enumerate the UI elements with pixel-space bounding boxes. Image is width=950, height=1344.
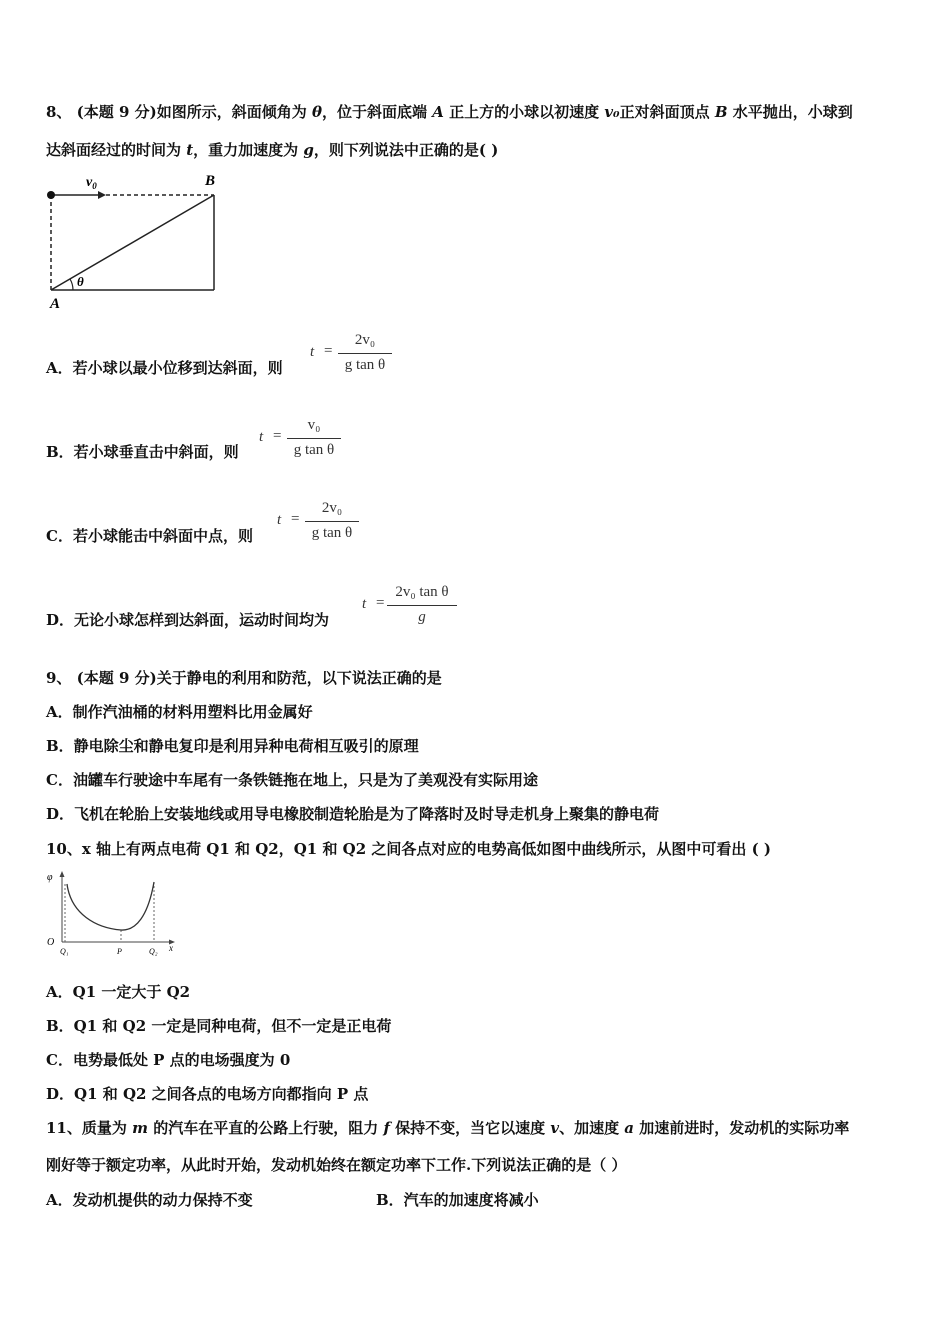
x-axis-label: x bbox=[169, 943, 173, 953]
q10-option-d: D．Q1 和 Q2 之间各点的电场方向都指向 P 点 bbox=[46, 1085, 369, 1103]
q1-label: Q₁ bbox=[60, 947, 69, 956]
q8-option-d-formula: t = 2v₀ tan θ g bbox=[362, 584, 462, 634]
q8-stem-line-2: 达斜面经过的时间为 t，重力加速度为 g，则下列说法中正确的是( ) bbox=[46, 141, 499, 159]
q9-option-b: B．静电除尘和静电复印是利用异种电荷相互吸引的原理 bbox=[46, 737, 419, 755]
q11-option-a: A．发动机提供的动力保持不变 bbox=[46, 1191, 253, 1209]
potential-curve-figure bbox=[44, 868, 184, 960]
q8-option-a: A．若小球以最小位移到达斜面，则 bbox=[46, 359, 283, 377]
q8-stem-line-1: 8、 (本题 9 分)如图所示，斜面倾角为 θ，位于斜面底端 A 正上方的小球以初速度 v₀正对斜面顶点 B 水平抛出，小球到 bbox=[46, 103, 853, 121]
q10-option-c: C．电势最低处 P 点的电场强度为 0 bbox=[46, 1051, 291, 1069]
q8-option-c: C．若小球能击中斜面中点，则 bbox=[46, 527, 253, 545]
q8-option-a-formula: t = 2v₀ g tan θ bbox=[310, 332, 400, 382]
origin-label: O bbox=[47, 937, 55, 948]
q10-stem: 10、x 轴上有两点电荷 Q1 和 Q2，Q1 和 Q2 之间各点对应的电势高低如图中曲线所示，从图中可看出 ( ) bbox=[46, 840, 772, 858]
q10-option-b: B．Q1 和 Q2 一定是同种电荷，但不一定是正电荷 bbox=[46, 1017, 392, 1035]
point-a-label: A bbox=[50, 296, 61, 312]
q11-stem-line-2: 刚好等于额定功率，从此时开始，发动机始终在额定功率下工作.下列说法正确的是（ ） bbox=[46, 1156, 627, 1174]
q9-stem: 9、 (本题 9 分)关于静电的利用和防范，以下说法正确的是 bbox=[46, 669, 442, 687]
theta-label: θ bbox=[77, 274, 84, 289]
q9-option-a: A．制作汽油桶的材料用塑料比用金属好 bbox=[46, 703, 313, 721]
p-label: P bbox=[117, 947, 122, 956]
point-b-label: B bbox=[205, 173, 216, 189]
q11-option-b: B．汽车的加速度将减小 bbox=[376, 1191, 539, 1209]
q8-option-d: D．无论小球怎样到达斜面，运动时间均为 bbox=[46, 611, 330, 629]
q10-option-a: A．Q1 一定大于 Q2 bbox=[46, 983, 191, 1001]
q8-option-b-formula: t = v₀ g tan θ bbox=[259, 417, 349, 467]
q2-label: Q₂ bbox=[149, 947, 158, 956]
q9-option-c: C．油罐车行驶途中车尾有一条铁链拖在地上，只是为了美观没有实际用途 bbox=[46, 771, 538, 789]
q8-option-c-formula: t = 2v₀ g tan θ bbox=[277, 500, 367, 550]
q9-option-d: D．飞机在轮胎上安装地线或用导电橡胶制造轮胎是为了降落时及时导走机身上聚集的静电荷 bbox=[46, 805, 660, 823]
phi-label: φ bbox=[47, 872, 53, 883]
q11-stem-line-1: 11、质量为 m 的汽车在平直的公路上行驶，阻力 f 保持不变，当它以速度 v、加速度 a 加速前进时，发动机的实际功率 bbox=[46, 1119, 850, 1137]
q8-option-b: B．若小球垂直击中斜面，则 bbox=[46, 443, 239, 461]
v0-label: $v_0$ bbox=[86, 175, 97, 191]
incline-figure bbox=[40, 168, 230, 313]
